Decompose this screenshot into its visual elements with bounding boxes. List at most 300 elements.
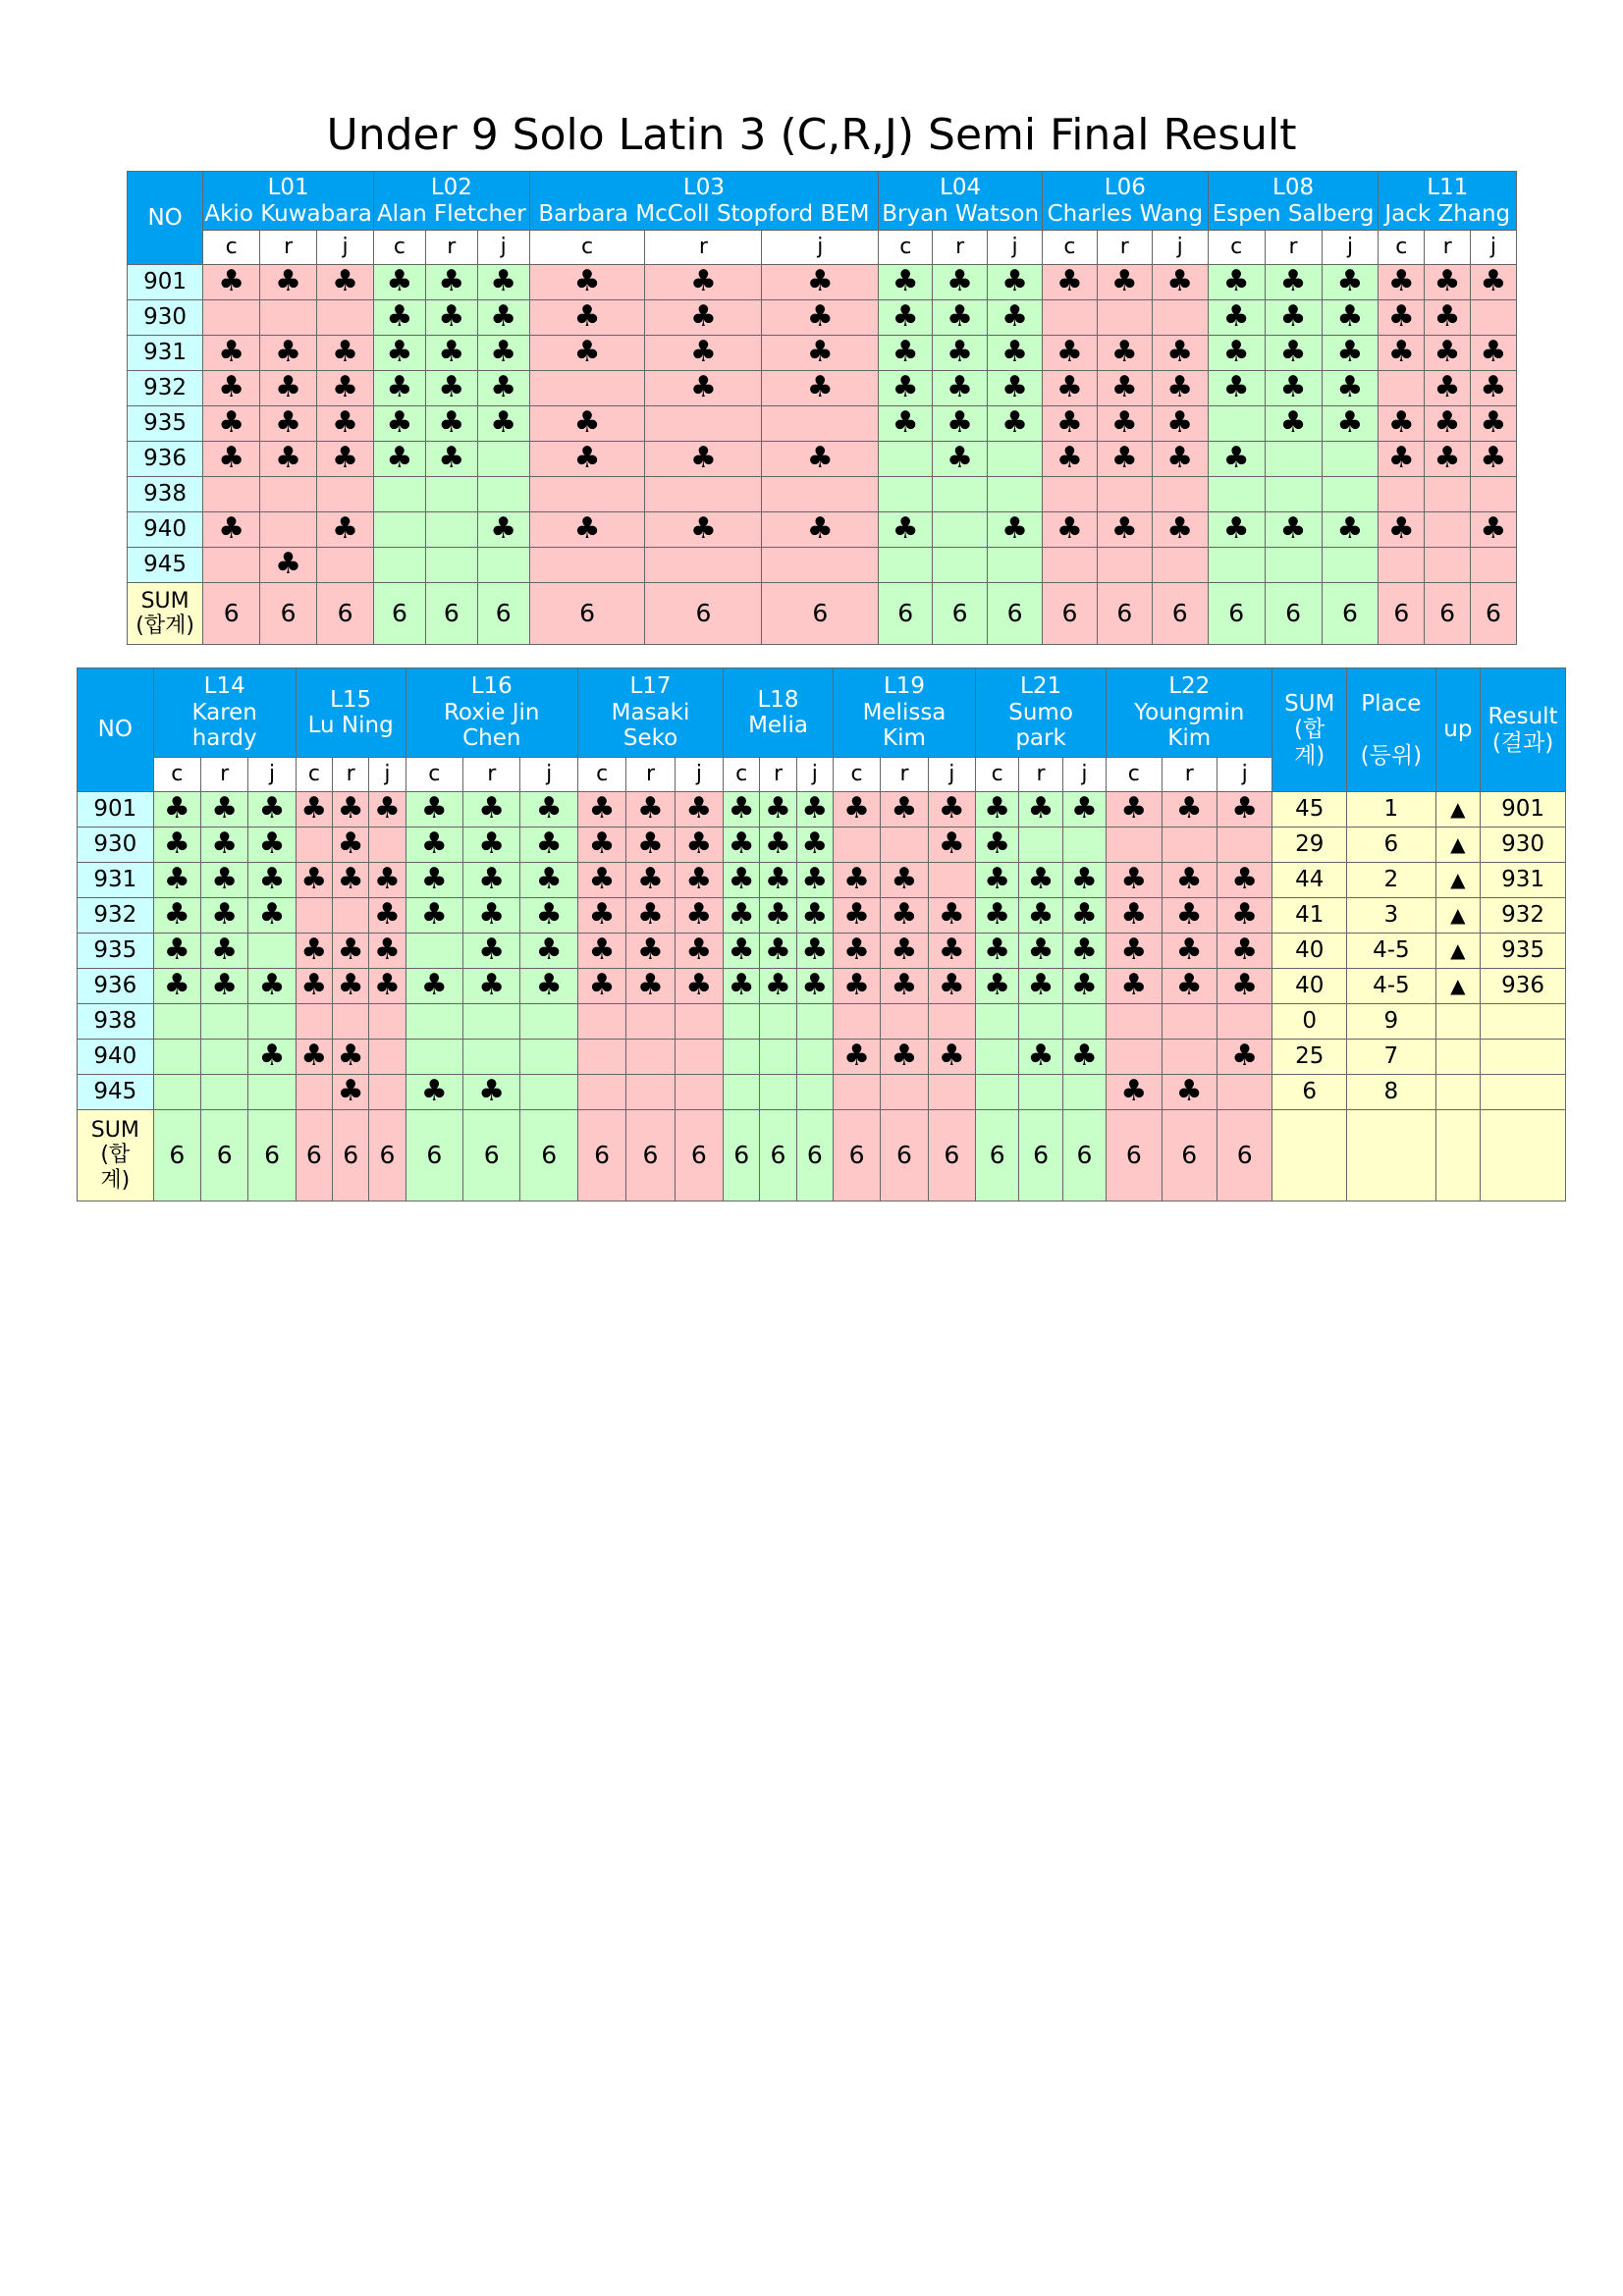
mark-cell-empty	[1265, 477, 1322, 512]
competitor-number: 938	[128, 477, 203, 512]
mark-cell-club: ♣	[1042, 512, 1097, 548]
column-sum: 6	[200, 1110, 247, 1201]
mark-cell-club: ♣	[675, 828, 723, 863]
judge-code: L17	[629, 673, 672, 700]
mark-cell-club: ♣	[248, 969, 296, 1004]
up-cell-empty	[1435, 1040, 1480, 1075]
mark-cell-empty	[577, 1040, 625, 1075]
row-result: 935	[1481, 934, 1566, 969]
column-sum: 6	[762, 583, 879, 645]
judge-name: Melia	[748, 713, 808, 738]
mark-cell-club: ♣	[1379, 406, 1425, 442]
mark-cell-club: ♣	[463, 792, 520, 828]
dance-header-j: j	[762, 231, 879, 265]
mark-cell-club: ♣	[760, 792, 796, 828]
judge-code: L02	[430, 175, 472, 201]
mark-cell-club: ♣	[333, 828, 369, 863]
mark-cell-club: ♣	[406, 863, 462, 898]
row-sum: 0	[1272, 1004, 1347, 1040]
dance-header-c: c	[577, 758, 625, 792]
mark-cell-club: ♣	[529, 442, 645, 477]
mark-cell-club: ♣	[724, 934, 760, 969]
mark-cell-club: ♣	[406, 792, 462, 828]
dance-header-r: r	[881, 758, 928, 792]
dance-header-j: j	[675, 758, 723, 792]
mark-cell-empty	[374, 512, 426, 548]
column-sum: 6	[928, 1110, 975, 1201]
mark-cell-club: ♣	[520, 863, 577, 898]
mark-cell-club: ♣	[374, 442, 426, 477]
mark-cell-club: ♣	[1107, 792, 1162, 828]
competitor-number: 940	[128, 512, 203, 548]
mark-cell-empty	[529, 371, 645, 406]
mark-cell-empty	[976, 1004, 1019, 1040]
judge-header-l15	[296, 668, 406, 758]
table-row	[128, 548, 1517, 583]
mark-cell-club: ♣	[520, 969, 577, 1004]
table-row	[78, 934, 1566, 969]
mark-cell-empty	[200, 1040, 247, 1075]
mark-cell-club: ♣	[1152, 442, 1208, 477]
judge-header-l16	[406, 668, 577, 758]
mark-cell-club: ♣	[879, 300, 933, 336]
judge-header-l03	[529, 172, 879, 231]
mark-cell-club: ♣	[260, 442, 317, 477]
mark-cell-club: ♣	[833, 969, 880, 1004]
competitor-number: 931	[78, 863, 154, 898]
dance-header-c: c	[153, 758, 200, 792]
mark-cell-empty	[153, 1040, 200, 1075]
row-result: 936	[1481, 969, 1566, 1004]
mark-cell-empty	[477, 548, 529, 583]
mark-cell-club: ♣	[317, 442, 374, 477]
mark-cell-club: ♣	[1425, 336, 1471, 371]
column-sum: 6	[1162, 1110, 1217, 1201]
mark-cell-club: ♣	[1097, 336, 1152, 371]
mark-cell-empty	[200, 1075, 247, 1110]
mark-cell-empty	[976, 1075, 1019, 1110]
mark-cell-club: ♣	[1425, 406, 1471, 442]
mark-cell-club: ♣	[463, 1075, 520, 1110]
column-sum: 6	[1379, 583, 1425, 645]
dance-header-c: c	[1042, 231, 1097, 265]
sum-label-text: SUM	[90, 1118, 139, 1144]
mark-cell-club: ♣	[296, 934, 332, 969]
mark-cell-club: ♣	[203, 371, 260, 406]
mark-cell-empty	[933, 477, 988, 512]
up-cell-empty	[1435, 1075, 1480, 1110]
mark-cell-empty	[200, 1004, 247, 1040]
sum-row-blank-up	[1435, 1110, 1480, 1201]
judge-name: Bryan Watson	[882, 200, 1040, 227]
mark-cell-empty	[203, 300, 260, 336]
column-sum: 6	[1217, 1110, 1271, 1201]
mark-cell-club: ♣	[1162, 934, 1217, 969]
mark-cell-empty	[976, 1040, 1019, 1075]
dance-header-j: j	[248, 758, 296, 792]
mark-cell-club: ♣	[1322, 265, 1379, 300]
mark-cell-club: ♣	[881, 969, 928, 1004]
mark-cell-club: ♣	[1322, 371, 1379, 406]
mark-cell-club: ♣	[203, 512, 260, 548]
mark-cell-club: ♣	[1265, 300, 1322, 336]
mark-cell-club: ♣	[988, 371, 1043, 406]
column-sum: 6	[317, 583, 374, 645]
mark-cell-club: ♣	[153, 969, 200, 1004]
column-sum: 6	[477, 583, 529, 645]
competitor-number: 901	[128, 265, 203, 300]
mark-cell-empty	[1107, 1040, 1162, 1075]
competitor-number: 930	[78, 828, 154, 863]
judge-name: Youngmin	[1134, 699, 1245, 725]
mark-cell-club: ♣	[928, 898, 975, 934]
judge-code: L03	[682, 175, 725, 201]
column-sum: 6	[333, 1110, 369, 1201]
mark-cell-club: ♣	[425, 336, 477, 371]
no-header: NO	[78, 668, 154, 792]
mark-cell-club: ♣	[1152, 336, 1208, 371]
row-sum: 40	[1272, 934, 1347, 969]
column-sum: 6	[248, 1110, 296, 1201]
mark-cell-empty	[425, 512, 477, 548]
mark-cell-club: ♣	[724, 898, 760, 934]
judge-code: L04	[940, 175, 982, 201]
mark-cell-empty	[1042, 300, 1097, 336]
mark-cell-club: ♣	[333, 792, 369, 828]
mark-cell-club: ♣	[645, 265, 762, 300]
mark-cell-club: ♣	[1470, 442, 1516, 477]
mark-cell-empty	[260, 512, 317, 548]
mark-cell-empty	[520, 1040, 577, 1075]
dance-header-j: j	[1322, 231, 1379, 265]
mark-cell-club: ♣	[463, 898, 520, 934]
judge-code: L08	[1272, 175, 1315, 201]
mark-cell-club: ♣	[374, 300, 426, 336]
mark-cell-club: ♣	[1425, 300, 1471, 336]
mark-cell-empty	[406, 934, 462, 969]
mark-cell-empty	[724, 1004, 760, 1040]
column-sum: 6	[675, 1110, 723, 1201]
judge-header-l19	[833, 668, 975, 758]
mark-cell-club: ♣	[1379, 512, 1425, 548]
mark-cell-club: ♣	[406, 898, 462, 934]
mark-cell-empty	[406, 1040, 462, 1075]
mark-cell-club: ♣	[928, 1040, 975, 1075]
row-place: 4-5	[1347, 969, 1436, 1004]
competitor-number: 945	[128, 548, 203, 583]
judge-header-l08	[1208, 172, 1379, 231]
mark-cell-club: ♣	[369, 934, 406, 969]
mark-cell-club: ♣	[976, 828, 1019, 863]
mark-cell-empty	[1162, 828, 1217, 863]
column-sum: 6	[1322, 583, 1379, 645]
mark-cell-club: ♣	[529, 406, 645, 442]
mark-cell-empty	[260, 300, 317, 336]
mark-cell-club: ♣	[933, 265, 988, 300]
mark-cell-club: ♣	[425, 442, 477, 477]
mark-cell-club: ♣	[260, 336, 317, 371]
mark-cell-club: ♣	[724, 792, 760, 828]
dance-header-c: c	[724, 758, 760, 792]
mark-cell-club: ♣	[879, 336, 933, 371]
mark-cell-club: ♣	[879, 512, 933, 548]
mark-cell-empty	[928, 1004, 975, 1040]
dance-header-j: j	[520, 758, 577, 792]
mark-cell-empty	[1097, 477, 1152, 512]
up-triangle-icon: ▲	[1435, 969, 1480, 1004]
table-row	[78, 828, 1566, 863]
mark-cell-empty	[1470, 300, 1516, 336]
column-sum: 6	[1208, 583, 1265, 645]
mark-cell-club: ♣	[988, 406, 1043, 442]
mark-cell-club: ♣	[879, 406, 933, 442]
table-row	[78, 969, 1566, 1004]
mark-cell-empty	[248, 1004, 296, 1040]
mark-cell-club: ♣	[1062, 898, 1106, 934]
mark-cell-club: ♣	[260, 406, 317, 442]
mark-cell-club: ♣	[796, 934, 833, 969]
mark-cell-club: ♣	[203, 336, 260, 371]
mark-cell-club: ♣	[626, 898, 675, 934]
dance-header-r: r	[760, 758, 796, 792]
dance-header-r: r	[645, 231, 762, 265]
dance-header-j: j	[988, 231, 1043, 265]
mark-cell-empty	[1265, 442, 1322, 477]
mark-cell-club: ♣	[1470, 336, 1516, 371]
mark-cell-club: ♣	[1425, 265, 1471, 300]
mark-cell-club: ♣	[675, 792, 723, 828]
mark-cell-club: ♣	[1019, 1040, 1062, 1075]
mark-cell-club: ♣	[1379, 336, 1425, 371]
dance-header-c: c	[203, 231, 260, 265]
mark-cell-empty	[1062, 1004, 1106, 1040]
up-triangle-icon: ▲	[1435, 898, 1480, 934]
mark-cell-empty	[1217, 1075, 1271, 1110]
column-sum: 6	[374, 583, 426, 645]
mark-cell-empty	[1062, 828, 1106, 863]
table-row	[128, 512, 1517, 548]
mark-cell-empty	[879, 477, 933, 512]
mark-cell-club: ♣	[1217, 934, 1271, 969]
mark-cell-empty	[645, 406, 762, 442]
mark-cell-club: ♣	[1322, 512, 1379, 548]
mark-cell-club: ♣	[248, 1040, 296, 1075]
column-sum: 6	[988, 583, 1043, 645]
competitor-number: 935	[78, 934, 154, 969]
mark-cell-club: ♣	[1208, 371, 1265, 406]
mark-cell-club: ♣	[577, 934, 625, 969]
mark-cell-club: ♣	[1265, 406, 1322, 442]
mark-cell-club: ♣	[988, 265, 1043, 300]
mark-cell-empty	[988, 442, 1043, 477]
sum-row-blank-result	[1481, 1110, 1566, 1201]
mark-cell-club: ♣	[317, 336, 374, 371]
mark-cell-club: ♣	[933, 406, 988, 442]
competitor-number: 938	[78, 1004, 154, 1040]
column-sum: 6	[933, 583, 988, 645]
judge-name: Sumo	[1008, 699, 1073, 725]
mark-cell-empty	[879, 442, 933, 477]
column-sum: 6	[833, 1110, 880, 1201]
mark-cell-empty	[369, 828, 406, 863]
table-row	[78, 1040, 1566, 1075]
dance-header-j: j	[1470, 231, 1516, 265]
up-column-header: up	[1435, 668, 1480, 792]
competitor-number: 940	[78, 1040, 154, 1075]
mark-cell-club: ♣	[833, 934, 880, 969]
mark-cell-empty	[260, 477, 317, 512]
mark-cell-club: ♣	[1062, 863, 1106, 898]
mark-cell-club: ♣	[200, 934, 247, 969]
column-sum: 6	[203, 583, 260, 645]
sum-header-text: (합	[1294, 717, 1325, 743]
mark-cell-club: ♣	[1019, 863, 1062, 898]
sum-label-text: (합	[100, 1143, 131, 1168]
column-sum: 6	[881, 1110, 928, 1201]
mark-cell-empty	[1208, 548, 1265, 583]
mark-cell-club: ♣	[988, 512, 1043, 548]
mark-cell-club: ♣	[520, 792, 577, 828]
mark-cell-club: ♣	[881, 863, 928, 898]
mark-cell-empty	[333, 1004, 369, 1040]
mark-cell-empty	[529, 477, 645, 512]
dance-header-r: r	[1425, 231, 1471, 265]
judge-name: Barbara McColl Stopford BEM	[538, 200, 870, 227]
judge-header-l02	[374, 172, 530, 231]
result-header-text: Result	[1488, 704, 1558, 730]
mark-cell-empty	[928, 863, 975, 898]
mark-cell-club: ♣	[1217, 792, 1271, 828]
mark-cell-club: ♣	[577, 898, 625, 934]
mark-cell-club: ♣	[1097, 371, 1152, 406]
mark-cell-club: ♣	[153, 934, 200, 969]
mark-cell-empty	[1097, 300, 1152, 336]
mark-cell-empty	[463, 1040, 520, 1075]
judge-code: L19	[883, 673, 926, 700]
mark-cell-club: ♣	[933, 300, 988, 336]
mark-cell-empty	[1042, 477, 1097, 512]
column-sum: 6	[645, 583, 762, 645]
place-header-spacer	[1347, 717, 1435, 742]
mark-cell-club: ♣	[317, 512, 374, 548]
mark-cell-club: ♣	[988, 336, 1043, 371]
mark-cell-empty	[1042, 548, 1097, 583]
mark-cell-club: ♣	[1107, 863, 1162, 898]
mark-cell-club: ♣	[1019, 898, 1062, 934]
result-column-header	[1481, 668, 1566, 792]
dance-header-j: j	[317, 231, 374, 265]
mark-cell-empty	[1019, 828, 1062, 863]
mark-cell-empty	[1062, 1075, 1106, 1110]
mark-cell-club: ♣	[425, 265, 477, 300]
mark-cell-empty	[928, 1075, 975, 1110]
column-sum: 6	[296, 1110, 332, 1201]
mark-cell-club: ♣	[928, 792, 975, 828]
judge-header-l04	[879, 172, 1043, 231]
mark-cell-club: ♣	[626, 934, 675, 969]
mark-cell-empty	[833, 1004, 880, 1040]
mark-cell-club: ♣	[1107, 1075, 1162, 1110]
mark-cell-club: ♣	[477, 265, 529, 300]
mark-cell-club: ♣	[425, 406, 477, 442]
sum-label-text: (합계)	[135, 614, 194, 638]
mark-cell-empty	[317, 548, 374, 583]
mark-cell-empty	[626, 1004, 675, 1040]
mark-cell-club: ♣	[317, 406, 374, 442]
up-triangle-icon: ▲	[1435, 863, 1480, 898]
mark-cell-club: ♣	[1152, 406, 1208, 442]
column-sum: 6	[1265, 583, 1322, 645]
dance-header-r: r	[333, 758, 369, 792]
mark-cell-empty	[879, 548, 933, 583]
mark-cell-empty	[1322, 548, 1379, 583]
competitor-number: 931	[128, 336, 203, 371]
mark-cell-empty	[1322, 442, 1379, 477]
up-triangle-icon: ▲	[1435, 828, 1480, 863]
mark-cell-club: ♣	[406, 1075, 462, 1110]
mark-cell-club: ♣	[317, 265, 374, 300]
judge-code: L18	[757, 686, 799, 713]
no-header: NO	[128, 172, 203, 265]
dance-header-r: r	[1265, 231, 1322, 265]
mark-cell-club: ♣	[760, 898, 796, 934]
mark-cell-club: ♣	[988, 300, 1043, 336]
mark-cell-club: ♣	[796, 792, 833, 828]
column-sum: 6	[406, 1110, 462, 1201]
mark-cell-empty	[1162, 1040, 1217, 1075]
mark-cell-empty	[1208, 406, 1265, 442]
mark-cell-empty	[1217, 828, 1271, 863]
mark-cell-club: ♣	[477, 371, 529, 406]
column-sum: 6	[1425, 583, 1471, 645]
mark-cell-club: ♣	[577, 969, 625, 1004]
competitor-number: 901	[78, 792, 154, 828]
mark-cell-club: ♣	[928, 934, 975, 969]
judge-code: L21	[1020, 673, 1062, 700]
mark-cell-club: ♣	[1470, 406, 1516, 442]
mark-cell-empty	[796, 1040, 833, 1075]
sum-row-label	[128, 583, 203, 645]
up-triangle-icon: ▲	[1435, 792, 1480, 828]
mark-cell-empty	[1470, 477, 1516, 512]
mark-cell-club: ♣	[248, 863, 296, 898]
mark-cell-club: ♣	[1019, 792, 1062, 828]
mark-cell-club: ♣	[879, 265, 933, 300]
mark-cell-empty	[645, 548, 762, 583]
judge-code: L06	[1104, 175, 1146, 201]
sum-row-label	[78, 1110, 154, 1201]
competitor-number: 932	[128, 371, 203, 406]
judge-name: Kim	[1167, 725, 1212, 752]
mark-cell-club: ♣	[1470, 265, 1516, 300]
mark-cell-empty	[529, 548, 645, 583]
page-title: Under 9 Solo Latin 3 (C,R,J) Semi Final Result	[326, 110, 1297, 160]
mark-cell-empty	[626, 1040, 675, 1075]
mark-cell-club: ♣	[645, 371, 762, 406]
mark-cell-club: ♣	[1107, 898, 1162, 934]
mark-cell-empty	[1379, 371, 1425, 406]
row-sum: 6	[1272, 1075, 1347, 1110]
table-row	[128, 300, 1517, 336]
mark-cell-empty	[762, 477, 879, 512]
mark-cell-empty	[477, 477, 529, 512]
mark-cell-empty	[626, 1075, 675, 1110]
mark-cell-club: ♣	[577, 863, 625, 898]
competitor-number: 936	[78, 969, 154, 1004]
dance-header-r: r	[1019, 758, 1062, 792]
mark-cell-club: ♣	[1042, 406, 1097, 442]
mark-cell-club: ♣	[833, 1040, 880, 1075]
